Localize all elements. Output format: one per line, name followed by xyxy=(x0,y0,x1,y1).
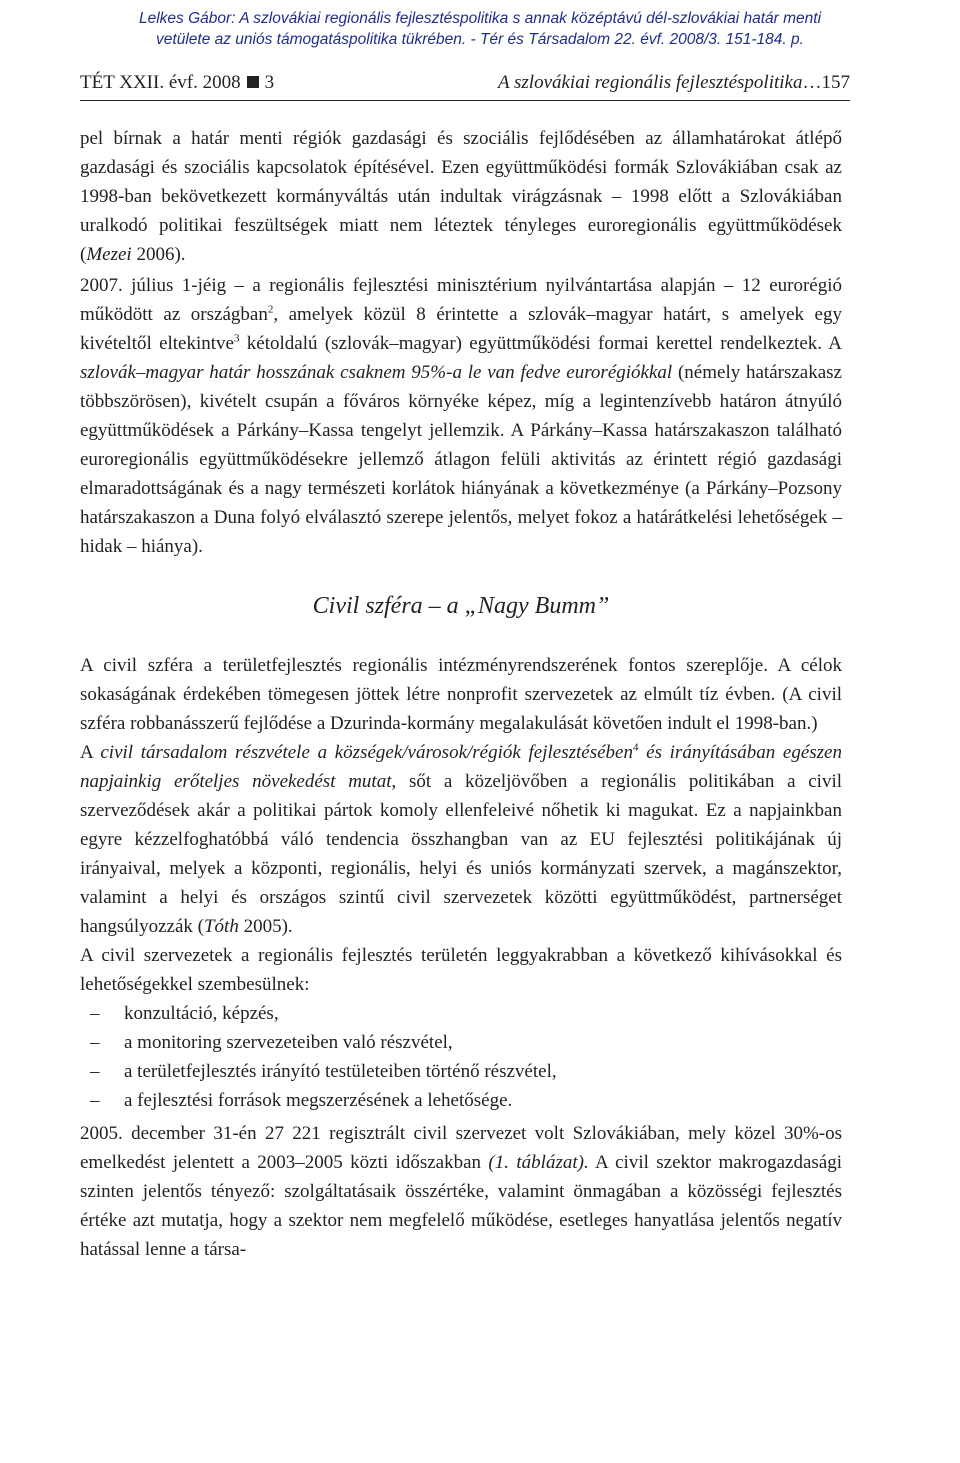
section-title: Civil szféra – a „Nagy Bumm” xyxy=(312,593,610,619)
list-item: – a területfejlesztés irányító testületeiben történő részvétel, xyxy=(90,1061,557,1082)
citation-header xyxy=(0,8,960,50)
citation-line-2[interactable]: vetülete az uniós támogatáspolitika tükrében. - Tér és Társadalom 22. évf. 2008/3. 151-184. p. xyxy=(156,31,804,48)
paragraph-5: A civil szervezetek a regionális fejlesztés területén leggyakrabban a következő kihívásokkal és lehetőségekkel szembesülnek: xyxy=(80,945,842,995)
list-item: – konzultáció, képzés, xyxy=(90,1003,279,1024)
journal-issue-label: TÉT XXII. évf. 2008 3 xyxy=(80,72,275,93)
paragraph-6: 2005. december 31-én 27 221 regisztrált civil szervezet volt Szlovákiában, mely közel 30%-os emelkedést jelentett a 2003–2005 közti időszakban (1. táblázat). A civil szektor makrogazdasági szinten jelentős tényező: szolgáltatásaik összértéke, valamint önmagában a közösségi fejlesztés értéke azt mutatja, hogy a szektor nem megfelelő működése, esetleges hanyatlása jelentős negatív hatással lenne a társa- xyxy=(80,1123,842,1260)
paragraph-3: A civil szféra a területfejlesztés regionális intézményrendszerének fontos szereplője. A célok sokaságának érdekében tömegesen jöttek létre nonprofit szervezetek az elmúlt tíz évben. (A civil szféra robbanásszerű fejlődése a Dzurinda-kormány megalakulását követően indult el 1998-ban.) xyxy=(80,655,842,734)
list-item: – a monitoring szervezeteiben való részvétel, xyxy=(90,1032,453,1053)
paragraph-2: 2007. július 1-jéig – a regionális fejlesztési minisztérium nyilvántartása alapján – 12 eurorégió működött az országban$^2$, amelyek közül 8 érintette a szlovák–magyar határt, s amelyek egy kivételtől eltekintve$^3$ kétoldalú (szlovák–magyar) együttműködési formai kerettel rendelkeztek. A szlovák–magyar határ hosszának csaknem 95%-a le van fedve eurorégiókkal (némely határszakasz többszörösen), kivételt csupán a főváros környéke képez, míg a legintenzívebb határon átnyúló együttműködések a Párkány–Kassa tengelyt jellemzik. A Párkány–Kassa határszakaszon található euroregionális együttműködésekre jellemző átlagon felüli aktivitás az érintett régió gazdasági elmaradottságának és a nagy természeti korlátok hiányának a következménye (a Párkány–Pozsony határszakaszon a Duna folyó elválasztó szerepe jelentős, melyet fokoz a határátkelési lehetőségek – hidak – hiánya). xyxy=(80,275,842,557)
paragraph-1: pel bírnak a határ menti régiók gazdasági és szociális fejlődésében az államhatárokat átlépő gazdasági és szociális kapcsolatok építésével. Ezen együttműködési formák Szlovákiában csak az 1998-ban bekövetkezett kormányváltás után indultak virágzásnak – 1998 előtt a Szlovákiában uralkodó politikai feszültségek miatt nem léteztek tényleges euroregionális együttműködések (Mezei 2006). xyxy=(80,128,842,265)
challenges-list xyxy=(80,999,842,1115)
running-title: A szlovákiai regionális fejlesztéspolitika…157 xyxy=(497,72,850,93)
page-number: 157 xyxy=(821,72,850,93)
body-text xyxy=(80,124,842,1264)
paragraph-4: A civil társadalom részvétele a községek/városok/régiók fejlesztésében$^4$ és irányításában egészen napjainkig erőteljes növekedést mutat, sőt a közeljövőben a regionális politikában a civil szerveződések akár a politikai pártok komoly ellenfeleivé nőhetik ki magukat. Ez a napjainkban egyre kézzelfoghatóbbá váló tendencia összhangban van az EU fejlesztési politikájának új irányaival, melyek a központi, regionális, helyi és uniós kormányzati szervek, a magánszektor, valamint a helyi és országos szintű civil szervezetek közötti együttműködést, partnerséget hangsúlyozzák (Tóth 2005). xyxy=(80,741,842,937)
square-bullet-icon xyxy=(247,76,259,88)
list-item: – a fejlesztési források megszerzésének a lehetősége. xyxy=(90,1090,513,1111)
citation-line-1[interactable]: Lelkes Gábor: A szlovákiai regionális fejlesztéspolitika s annak középtávú dél-szlovákiai határ menti xyxy=(138,10,822,27)
running-head xyxy=(80,70,850,101)
